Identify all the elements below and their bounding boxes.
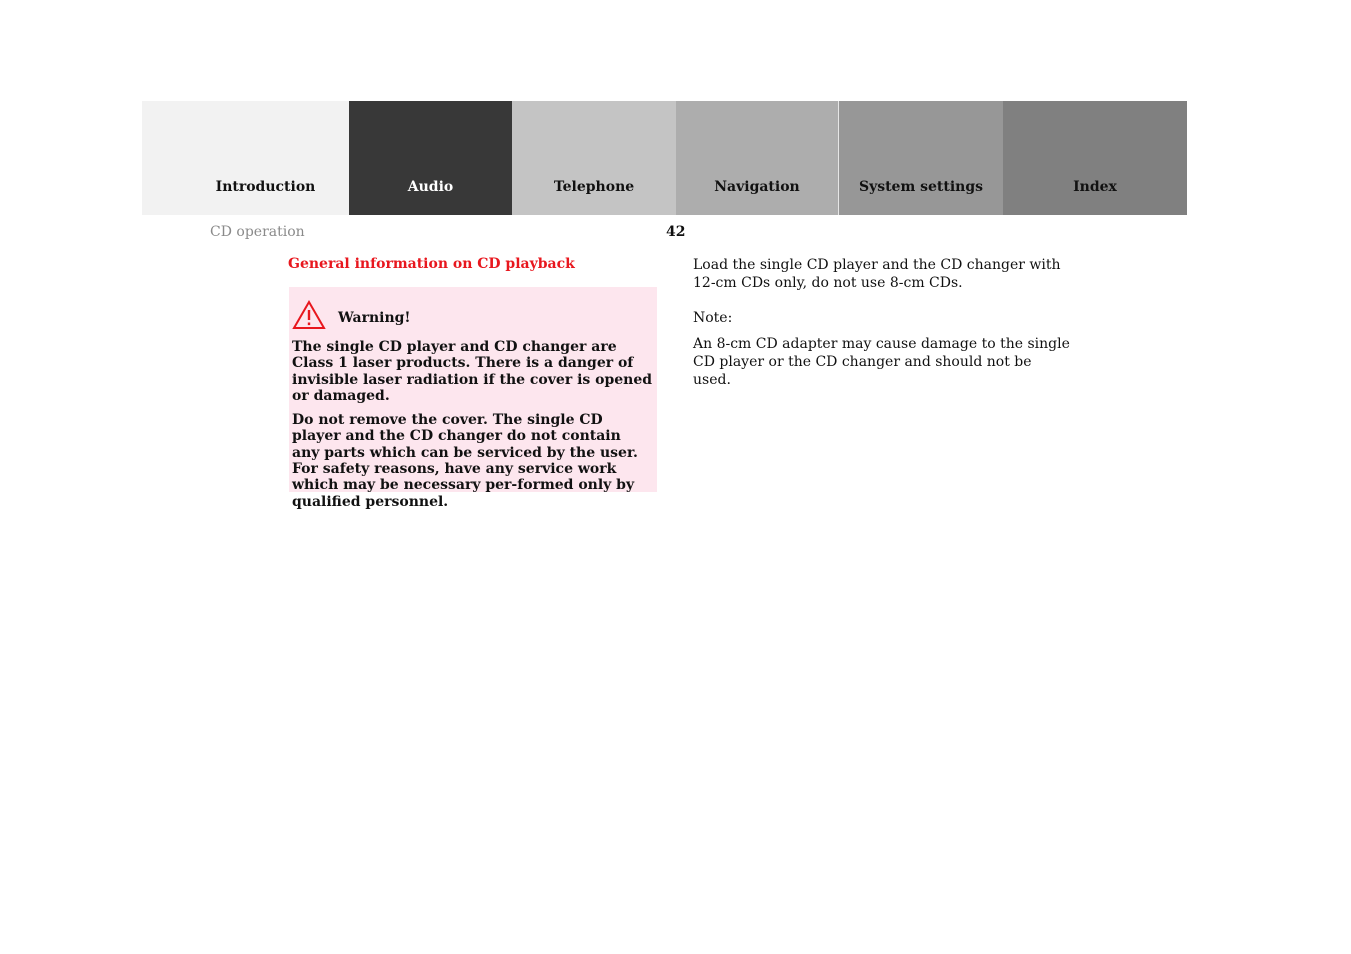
tab-navigation[interactable]: Navigation [676, 101, 839, 215]
warning-title: Warning! [338, 310, 411, 326]
right-column [693, 256, 1073, 389]
warning-header [292, 299, 653, 331]
tab-telephone[interactable]: Telephone [512, 101, 676, 215]
page-number: 42 [666, 224, 686, 240]
tab-audio[interactable]: Audio [349, 101, 512, 215]
note-label: Note: [693, 310, 733, 326]
warning-paragraph-2: Do not remove the cover. The single CD player and the CD changer do not contain any parts which can be serviced by the user. For safety reasons, have any service work which may be necessary per-formed only by qualified personnel. [292, 412, 638, 510]
section-heading: General information on CD playback [288, 256, 575, 272]
section-label: CD operation [210, 224, 305, 240]
warning-box [289, 287, 657, 510]
warning-paragraph-1: The single CD player and CD changer are Class 1 laser products. There is a danger of invisible laser radiation if the cover is opened or damaged. [292, 339, 653, 404]
chapter-tabs [142, 101, 1187, 215]
warning-triangle-icon [292, 300, 326, 330]
load-instructions: Load the single CD player and the CD changer with 12-cm CDs only, do not use 8-cm CDs. [693, 257, 1061, 291]
note-text: An 8-cm CD adapter may cause damage to the single CD player or the CD changer and should not be used. [693, 336, 1070, 388]
tab-index[interactable]: Index [1003, 101, 1187, 215]
tab-introduction[interactable]: Introduction [142, 101, 349, 215]
tab-system-settings[interactable]: System settings [839, 101, 1003, 215]
